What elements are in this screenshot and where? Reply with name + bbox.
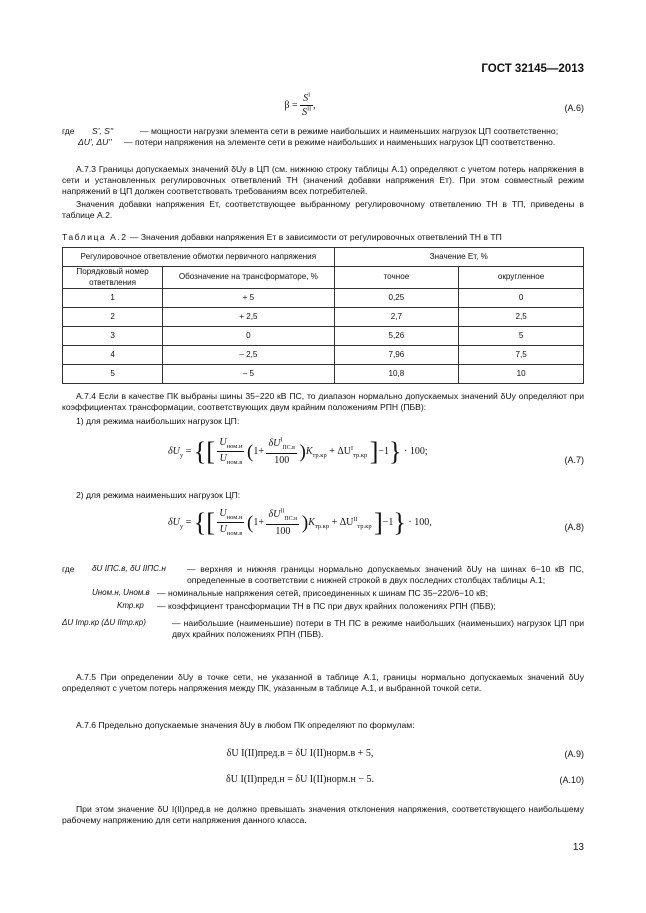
table-col-header-1: Порядковый номер ответвления [63,267,163,289]
formula-a7: $\delta U_y$ = {[ $\frac{U_{ном.н}}{U_{ном.в}}$ (1+ $\frac{\delta U^I_{ПС.в}}{100}$ )$K_{тр.кр} + \Delta U^I_{тр.кр}$ ]−1} · 100; [168,436,428,467]
equation-number-a7: (А.7) [564,455,584,465]
formula-a6-lhs: β = [284,99,298,111]
formula-a6: β = $\frac{S^I}{S^{II}}$ , [284,92,316,118]
where-block-a78: где δU IПС.в, δU IIПС.н — верхняя и нижняя границы нормально допускаемых значений δUy на шинах 6−10 кВ ПС, определенные в соответствии с нижней строкой в двух последних столбцах таблицы А.1; Uном.н, Uном.в — номинальные напряжения сетей, присоединенных к шинам ПС 35−220/6−10 кВ; Kтр.кр — коэффициент трансформации ТН в ПС при двух крайних положениях РПН (ПБВ); ΔU Iтр.кр (ΔU IIтр.кр) — наибольшие (наименьшие) потери в ТН ПС в режиме наибольших (наименьших) нагрузок ЦП при двух крайних положениях РПН (ПБВ). [62,564,584,639]
paragraph-final: При этом значение δU I(II)пред.в не должно превышать значения отклонения напряжения, соответствующего наибольшему рабочему напряжению для сети напряжения данного класса. [62,804,584,826]
equation-number-a10: (А.10) [559,775,584,785]
table-col-header-3: точное [334,267,459,289]
table-row: 3 0 5,26 5 [63,327,584,346]
formula-a9: δU I(II)пред.в = δU I(II)норм.в + 5, [226,748,374,759]
equation-number-a9: (А.9) [564,749,584,759]
formula-a8: $\delta U_y$ = {[ $\frac{U_{ном.н}}{U_{ном.в}}$ (1+ $\frac{\delta U^{II}_{ПС.н}}{100}$ )$K_{тр.кр} + \Delta U^{II}_{тр.кр}$ ]−1} · 100, [168,507,432,538]
table-group-header-2: Значение Ет, % [334,248,583,267]
formula-a10: δU I(II)пред.н = δU I(II)норм.н − 5. [226,774,374,785]
table-row: 1 + 5 0,25 0 [63,289,584,308]
table-caption: Таблица А.2 — Значения добавки напряжения Ет в зависимости от регулировочных ответвлений ТН в ТП [62,232,502,242]
table-row: 4 – 2,5 7,96 7,5 [63,346,584,365]
formula-a6-fraction: $\frac{S^I}{S^{II}}$ [302,92,312,118]
table-col-header-4: округленное [459,267,584,289]
paragraph-a73: А.7.3 Границы допускаемых значений δUy в ЦП (см. нижнюю строку таблицы А.1) определяют с учетом потерь напряжения в сети и установленных регулировочных ответвлений ТН (значений добавки напряжения Ет). При этом совместный режим напряжений в ЦП должен соответствовать требованиям всех потребителей. [62,164,584,197]
where-block-a6: где S', S'' — мощности нагрузки элемента сети в режиме наибольших и наименьших нагрузок ЦП соответственно; ΔU', ΔU'' — потери напряжения на элементе сети в режиме наибольших и наименьших нагрузок ЦП соответственно. [62,126,559,148]
paragraph-add: Значения добавки напряжения Ет, соответствующее выбранному регулировочному ответвлению ТН в ТП, приведены в таблице А.2. [62,199,584,221]
table-row: 5 – 5 10,8 10 [63,365,584,384]
paragraph-a76: А.7.6 Предельно допускаемые значения δUy в любом ПК определяют по формулам: [76,720,415,730]
equation-number-a6: (А.6) [564,103,584,113]
table-a2 [62,247,584,384]
table-row: 2 + 2,5 2,7 2,5 [63,308,584,327]
list-item-1: 1) для режима наибольших нагрузок ЦП: [76,416,240,426]
equation-number-a8: (А.8) [564,522,584,532]
paragraph-a74: А.7.4 Если в качестве ПК выбраны шины 35−220 кВ ПС, то диапазон нормально допускаемых значений δUy определяют при коэффициентах трансформации, соответствующих двум крайним положениям РПН (ПБВ): [62,391,584,413]
page-number: 13 [572,842,584,853]
table-col-header-2: Обозначение на трансформаторе, % [163,267,334,289]
table-group-header-1: Регулировочное ответвление обмотки первичного напряжения [63,248,335,267]
paragraph-a75: А.7.5 При определении δUy в точке сети, не указанной в таблице А.1, границы нормально допускаемых значений δUy определяют с учетом потерь напряжения между ПК, указанным в таблице А.1, и выбранной точкой сети. [62,672,584,694]
document-header: ГОСТ 32145—2013 [481,63,584,75]
list-item-2: 2) для режима наименьших нагрузок ЦП: [76,490,241,500]
